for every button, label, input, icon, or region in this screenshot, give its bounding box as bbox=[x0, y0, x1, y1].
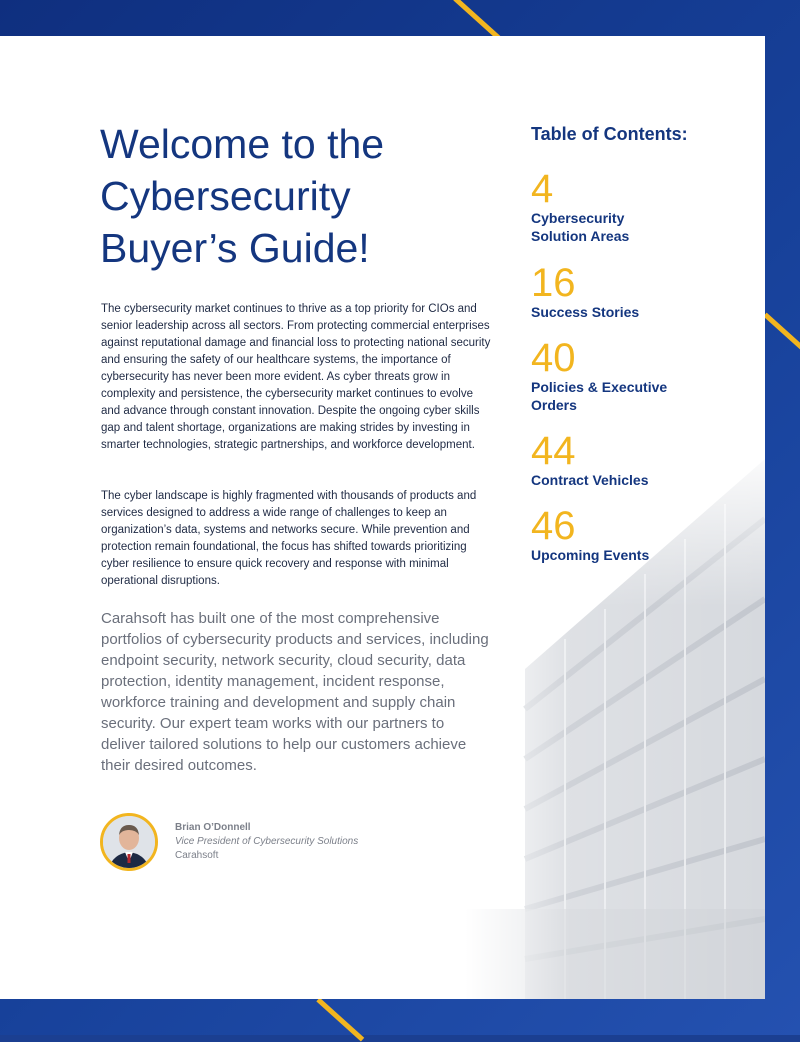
signature-name: Brian O’Donnell bbox=[175, 822, 251, 833]
portrait-icon bbox=[103, 816, 155, 868]
title-line-3: Buyer’s Guide! bbox=[100, 225, 370, 271]
toc-item-contract-vehicles[interactable] bbox=[531, 431, 731, 489]
toc-page-number: 44 bbox=[531, 429, 576, 473]
lead-paragraph: Carahsoft has built one of the most comprehensive portfolios of cybersecurity products and services, including endpoint security, network security, cloud security, data protection, identity management, incident response, workforce training and development and supply chain security. Our expert team works with our partners to deliver tailored solutions to help our customers achieve their desired outcomes. bbox=[101, 610, 489, 774]
document-page bbox=[0, 36, 765, 999]
toc-page-number: 40 bbox=[531, 336, 576, 380]
toc-page-number: 46 bbox=[531, 504, 576, 548]
title-line-1: Welcome to the bbox=[100, 121, 385, 167]
toc-label: Policies & Executive Orders bbox=[531, 379, 668, 413]
toc-item-upcoming-events[interactable] bbox=[531, 506, 731, 564]
toc-item-policies[interactable] bbox=[531, 338, 731, 414]
intro-paragraph-2: The cyber landscape is highly fragmented with thousands of products and services designed to address a wide range of challenges to keep an organization’s data, systems and networks secure. While prevention and protection remain foundational, the focus has shifted towards prioritizing cyber resilience to ensure quick recovery and response with minimal operational disruptions. bbox=[101, 490, 477, 587]
toc-title: Table of Contents: bbox=[531, 124, 688, 144]
toc-item-solution-areas[interactable] bbox=[531, 169, 731, 245]
page-title bbox=[100, 118, 500, 274]
signature-block bbox=[100, 813, 358, 871]
intro-paragraph-1: The cybersecurity market continues to thrive as a top priority for CIOs and senior leadership across all sectors. From protecting commercial enterprises against reputational damage and financial loss to protecting national security and ensuring the safety of our healthcare systems, the importance of cybersecurity has never been more evident. As cyber threats grow in complexity and persistence, the cybersecurity market continues to evolve and advance through constant innovation. Despite the ongoing cyber skills gap and talent shortage, organizations are making strides by investing in smarter technologies, strategic partnerships, and workforce development. bbox=[101, 303, 491, 451]
avatar bbox=[100, 813, 158, 871]
toc-label: Upcoming Events bbox=[531, 547, 650, 563]
title-line-2: Cybersecurity bbox=[100, 173, 351, 219]
signature-company: Carahsoft bbox=[175, 850, 219, 861]
toc-page-number: 16 bbox=[531, 261, 576, 305]
signature-text bbox=[175, 821, 358, 863]
toc-item-success-stories[interactable] bbox=[531, 263, 731, 321]
toc-label: Cybersecurity Solution Areas bbox=[531, 210, 630, 244]
toc-page-number: 4 bbox=[531, 167, 554, 211]
signature-role: Vice President of Cybersecurity Solutions bbox=[175, 836, 359, 847]
toc-label: Success Stories bbox=[531, 304, 640, 320]
toc-label: Contract Vehicles bbox=[531, 472, 649, 488]
